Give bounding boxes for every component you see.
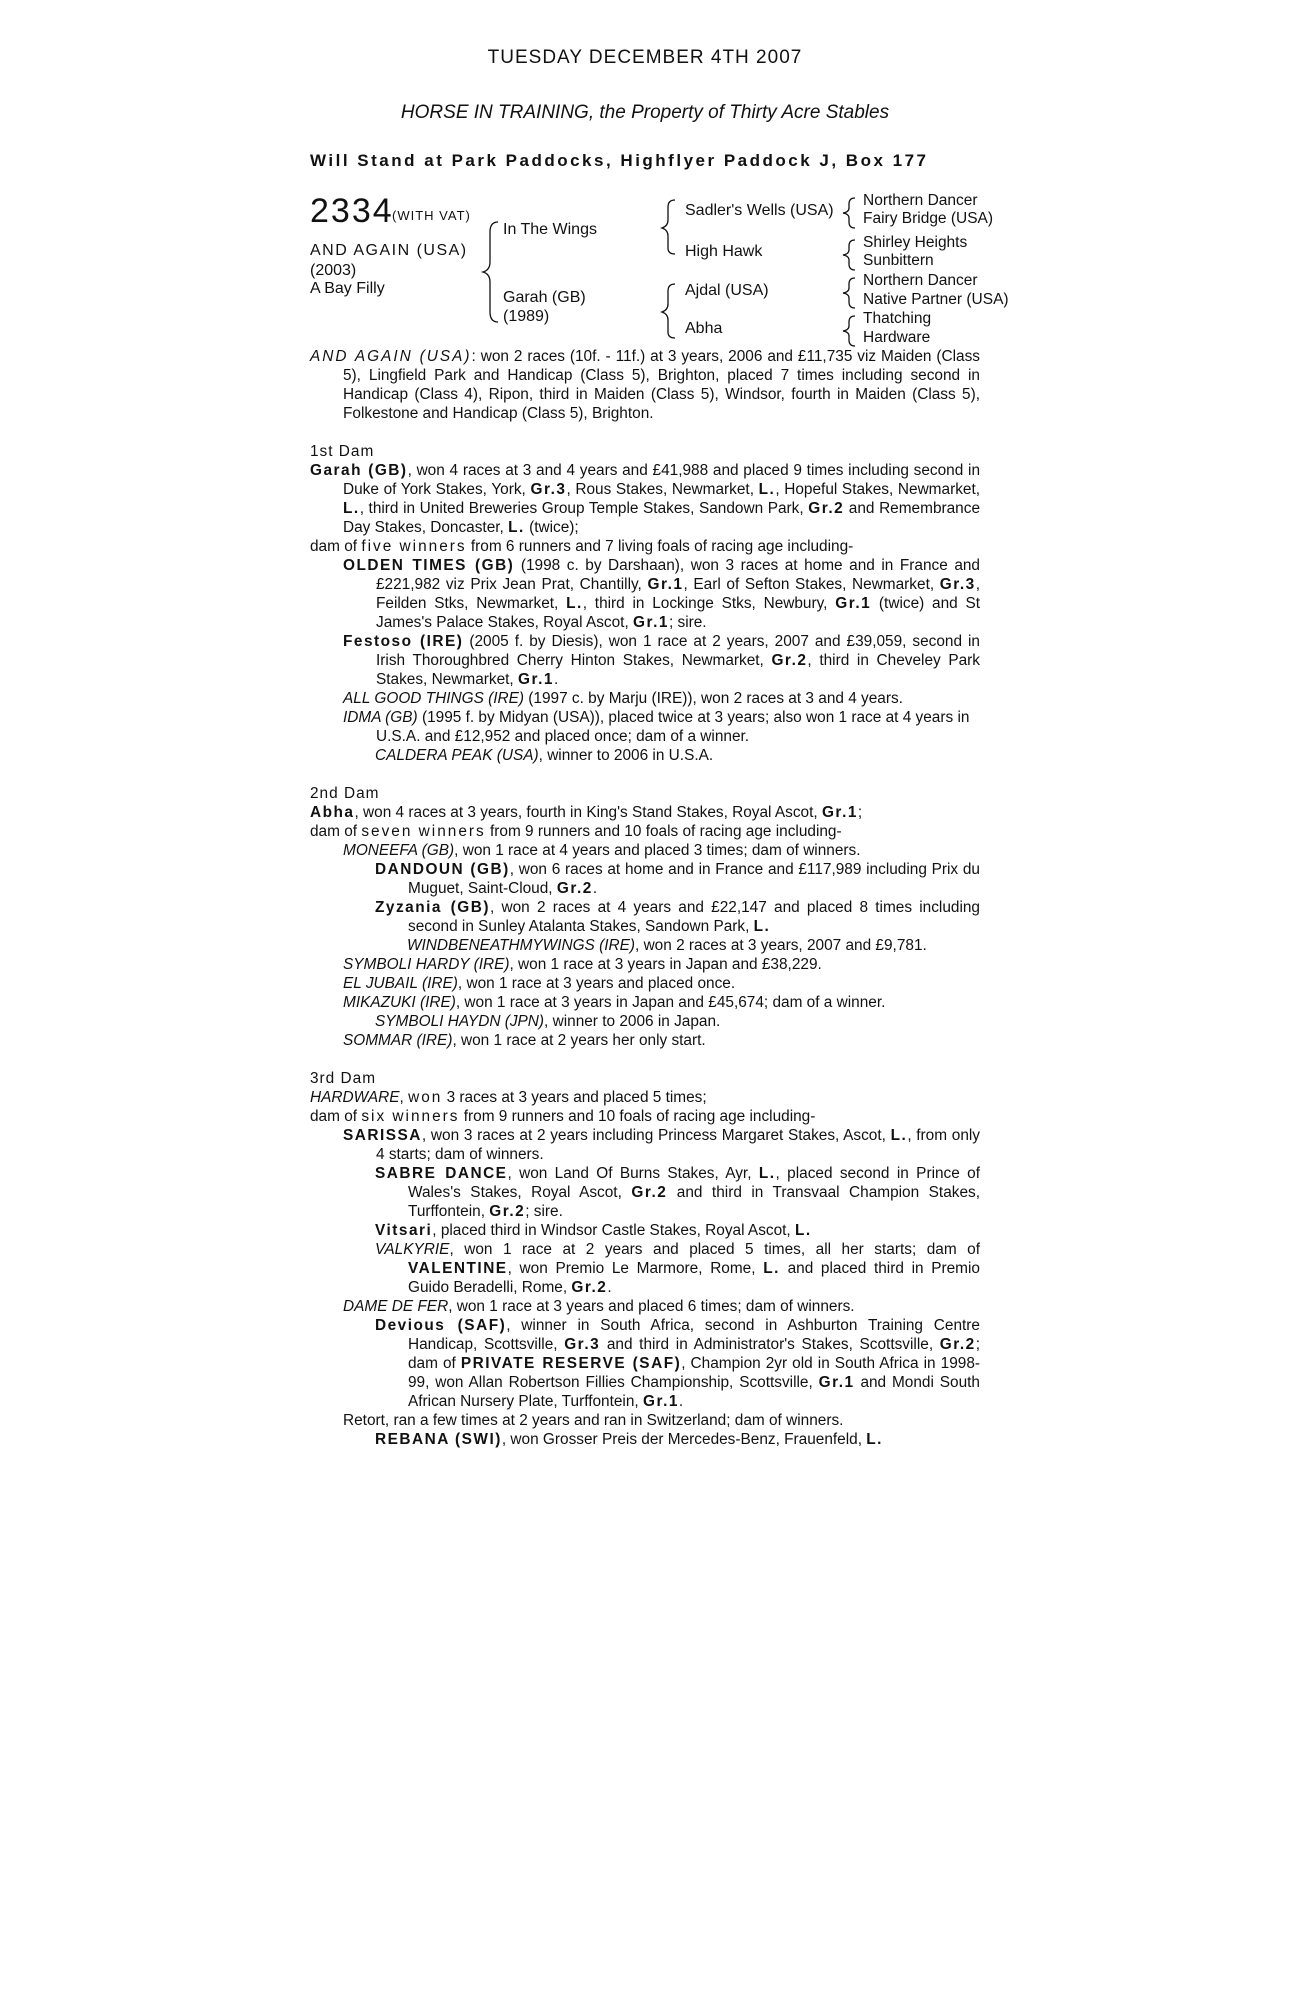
listed-label: L. [794,1222,812,1239]
listed-label: L. [763,1260,780,1277]
grade-label: Gr.2 [631,1184,668,1201]
produce-text: , won 1 race at 2 years her only start. [452,1032,706,1049]
produce-text: , won 1 race at 3 years in Japan and £38,229. [509,956,822,973]
first-dam-text: , Rous Stakes, Newmarket, [566,481,759,498]
grade-label: Gr.2 [939,1336,976,1353]
listed-label: L. [758,1165,776,1182]
produce-text: (2005 f. by Diesis), won 1 race at 2 years, 2007 and £39,059, second in Irish Thoroughbred Cherry Hinton Stakes, Newmarket, [376,633,980,669]
produce-text: , placed third in Windsor Castle Stakes, Royal Ascot, [432,1222,795,1239]
produce-idma [310,708,980,746]
grade-label: Gr.2 [808,500,845,517]
produce-text: , third in Cheveley Park Stakes, Newmarket, [376,652,980,688]
first-dam-text: , Hopeful Stakes, Newmarket, [775,481,980,498]
race-record-text: : won 2 races (10f. - 11f.) at 3 years, 2006 and £11,735 viz Maiden (Class 5), Lingfield Park and Handicap (Class 5), Brighton, placed 7 times including second in Handicap (Class 4), Ripon, third in Maiden (Class 5), Windsor, fourth in Maiden (Class 5), Folkestone and Handicap (Class 5), Brighton. [343,348,981,422]
produce-name: MONEEFA (GB) [343,842,455,859]
produce-text: . [678,1393,684,1410]
produce-name: SOMMAR (IRE) [343,1032,453,1049]
listed-label: L. [753,918,771,935]
summary-text: from 9 runners and 10 foals of racing age including- [485,823,842,840]
second-dam-text: , won 4 races at 3 years, fourth in King's Stand Stakes, Royal Ascot, [354,804,822,821]
listed-label: L. [343,500,360,517]
grade-label: Gr.3 [564,1336,601,1353]
grade-label: Gr.1 [633,614,669,631]
produce-text: ; sire. [525,1203,563,1220]
produce-name: DANDOUN (GB) [375,861,510,878]
third-dam-name: HARDWARE [310,1089,400,1106]
produce-text: , won 1 race at 3 years and placed once. [457,975,736,992]
grade-label: Gr.2 [571,1279,608,1296]
produce-text: (1998 c. by Darshaan), won 3 races at home and in France and £221,982 viz Prix Jean Prat, Chantilly, [376,557,980,593]
produce-text: , winner to 2006 in Japan. [544,1013,721,1030]
pedigree-dam-year: (1989) [503,308,550,325]
second-dam-entry [310,803,980,822]
grade-label: Gr.2 [489,1203,526,1220]
produce-name: ALL GOOD THINGS (IRE) [343,690,525,707]
produce-vitsari [310,1221,980,1240]
consignor-line: HORSE IN TRAINING, the Property of Thirty Acre Stables [400,102,890,123]
produce-name: EL JUBAIL (IRE) [343,975,458,992]
pedigree-g4: Sunbittern [863,252,934,269]
produce-text: , Champion 2yr old in South Africa in 1998-99, won Allan Robertson Fillies Championship, Scottsville, [408,1355,981,1391]
second-dam-heading: 2nd Dam [310,785,380,802]
summary-text: dam of [310,538,362,555]
produce-record [310,347,980,1449]
produce-sabre-dance [310,1164,980,1221]
produce-text: , winner in South Africa, second in Ashburton Training Centre Handicap, Scottsville, [408,1317,980,1353]
produce-text: (twice) and St James's Palace Stakes, Royal Ascot, [376,595,980,631]
summary-text: from 6 runners and 7 living foals of racing age including- [466,538,854,555]
grade-label: Gr.3 [939,576,976,593]
produce-name: PRIVATE RESERVE (SAF) [460,1355,682,1372]
produce-symboli-haydn [310,1012,980,1031]
pedigree-braces [0,0,1290,350]
produce-text: , won 1 race at 2 years and placed 5 times, all her starts; dam of [449,1241,980,1258]
produce-text: , from only 4 starts; dam of winners. [376,1127,980,1163]
produce-name: OLDEN TIMES (GB) [343,557,515,574]
pedigree-g8: Hardware [863,329,931,346]
summary-text: from 9 runners and 10 foals of racing age including- [459,1108,816,1125]
produce-zyzania [310,898,980,936]
second-dam-text: ; [857,804,863,821]
pedigree-g6: Native Partner (USA) [863,291,1009,308]
listed-label: L. [566,595,583,612]
lot-number: 2334 [310,192,394,230]
first-dam-name: Garah (GB) [310,462,408,479]
produce-name: DAME DE FER [343,1298,449,1315]
produce-name: IDMA (GB) [343,709,418,726]
produce-name: Zyzania (GB) [375,899,491,916]
sale-date: TUESDAY DECEMBER 4TH 2007 [487,47,803,68]
produce-rebana [310,1430,980,1449]
produce-mikazuki [310,993,980,1012]
third-dam-heading: 3rd Dam [310,1070,377,1087]
produce-text: . [553,671,559,688]
first-dam-heading: 1st Dam [310,443,375,460]
first-dam-produce-summary [310,537,980,556]
produce-text: ; sire. [668,614,707,631]
produce-text: , Feilden Stks, Newmarket, [376,576,981,612]
produce-caldera-peak [310,746,980,765]
produce-name: Festoso (IRE) [343,633,464,650]
produce-name: MIKAZUKI (IRE) [343,994,456,1011]
pedigree-dam-dam: Abha [685,320,723,337]
produce-all-good-things [310,689,980,708]
grade-label: Gr.1 [517,671,554,688]
pedigree-g3: Shirley Heights [863,234,968,251]
grade-label: Gr.1 [821,804,858,821]
pedigree-g2: Fairy Bridge (USA) [863,210,994,227]
grade-label: Gr.1 [642,1393,679,1410]
produce-text: (1997 c. by Marju (IRE)), won 2 races at 3 and 4 years. [524,690,903,707]
produce-festoso [310,632,980,689]
horse-description: A Bay Filly [310,280,385,297]
listed-label: L. [890,1127,908,1144]
stabling-line: Will Stand at Park Paddocks, Highflyer Paddock J, Box 177 [310,151,929,170]
produce-text: , won 1 race at 4 years and placed 3 times; dam of winners. [454,842,861,859]
summary-text: dam of [310,823,362,840]
listed-label: L. [508,519,525,536]
produce-windbeneathmywings [310,936,980,955]
produce-name: VALKYRIE [375,1241,450,1258]
produce-sommar [310,1031,980,1050]
produce-text: , won 6 races at home and in France and £117,989 including Prix du Muguet, Saint-Cloud, [408,861,980,897]
winners-count: six winners [361,1108,460,1125]
produce-olden-times [310,556,980,632]
first-dam-text: (twice); [524,519,579,536]
first-dam-text: , won 4 races at 3 and 4 years and £41,988 and placed 9 times including second in Duke of York Stakes, York, [343,462,981,498]
summary-text: dam of [310,1108,362,1125]
race-record-name: AND AGAIN (USA) [310,348,472,365]
produce-name: SARISSA [343,1127,422,1144]
produce-text: , third in Lockinge Stks, Newbury, [582,595,836,612]
pedigree-g5: Northern Dancer [863,272,978,289]
produce-name: Devious (SAF) [375,1317,507,1334]
produce-name: SYMBOLI HAYDN (JPN) [375,1013,545,1030]
grade-label: Gr.2 [771,652,808,669]
produce-text: , Earl of Sefton Stakes, Newmarket, [683,576,940,593]
produce-name: REBANA (SWI) [375,1431,502,1448]
produce-text: (1995 f. by Midyan (USA)), placed twice at 3 years; also won 1 race at 4 years in U.S.A. and £12,952 and placed once; dam of a winner. [376,709,970,745]
pedigree-g7: Thatching [863,310,932,327]
grade-label: Gr.2 [556,880,593,897]
third-dam-text: 3 races at 3 years and placed 5 times; [442,1089,707,1106]
produce-retort: Retort, ran a few times at 2 years and ran in Switzerland; dam of winners. [343,1412,844,1429]
produce-symboli-hardy [310,955,980,974]
horse-name: AND AGAIN (USA) [310,242,468,259]
grade-label: Gr.1 [835,595,872,612]
produce-el-jubail [310,974,980,993]
grade-label: Gr.3 [530,481,567,498]
third-dam-text: won [408,1089,443,1106]
listed-label: L. [866,1431,883,1448]
third-dam-produce-summary [310,1107,980,1126]
produce-text: and placed third in Premio Guido Beradelli, Rome, [408,1260,980,1296]
produce-name: SABRE DANCE [375,1165,508,1182]
third-dam-text: , [399,1089,409,1106]
second-dam-name: Abha [310,804,355,821]
produce-devious [310,1316,980,1411]
first-dam-text: and Remembrance Day Stakes, Doncaster, [343,500,980,536]
third-dam-entry [310,1088,980,1107]
produce-dandoun [310,860,980,898]
produce-name: SYMBOLI HARDY (IRE) [343,956,510,973]
produce-moneefa [310,841,980,860]
produce-text: , won 3 races at 2 years including Princess Margaret Stakes, Ascot, [421,1127,891,1144]
second-dam-produce-summary [310,822,980,841]
produce-text: , placed second in Prince of Wales's Stakes, Royal Ascot, [408,1165,980,1201]
pedigree-dam: Garah (GB) [503,289,586,306]
produce-text: , won Grosser Preis der Mercedes-Benz, Frauenfeld, [501,1431,867,1448]
produce-text: , winner to 2006 in U.S.A. [538,747,714,764]
produce-text: , won Land Of Burns Stakes, Ayr, [507,1165,759,1182]
produce-text: , won 1 race at 3 years in Japan and £45,674; dam of a winner. [455,994,886,1011]
race-record [310,347,980,423]
winners-count: five winners [361,538,467,555]
produce-name: VALENTINE [408,1260,508,1277]
first-dam-text: , third in United Breweries Group Temple Stakes, Sandown Park, [359,500,809,517]
produce-name: Vitsari [375,1222,433,1239]
produce-text: . [607,1279,612,1296]
grade-label: Gr.1 [818,1374,855,1391]
pedigree-sire-dam: High Hawk [685,243,763,260]
produce-valkyrie [310,1240,980,1297]
pedigree-g1: Northern Dancer [863,192,978,209]
produce-text: , won 1 race at 3 years and placed 6 times; dam of winners. [448,1298,855,1315]
pedigree-dam-sire: Ajdal (USA) [685,282,769,299]
horse-year: (2003) [310,262,357,279]
produce-text: . [592,880,598,897]
pedigree-sire-sire: Sadler's Wells (USA) [685,202,834,219]
produce-dame-de-fer [310,1297,980,1316]
grade-label: Gr.1 [647,576,684,593]
pedigree-sire: In The Wings [503,221,597,238]
produce-text: and Mondi South African Nursery Plate, Turffontein, [408,1374,980,1410]
first-dam-entry [310,461,980,537]
produce-text: , won Premio Le Marmore, Rome, [507,1260,764,1277]
produce-text: , won 2 races at 4 years and £22,147 and placed 8 times including second in Sunley Atalanta Stakes, Sandown Park, [408,899,980,935]
produce-text: and third in Administrator's Stakes, Scottsville, [600,1336,940,1353]
produce-text: ; dam of [408,1336,980,1372]
produce-text: and third in Transvaal Champion Stakes, Turffontein, [408,1184,980,1220]
produce-sarissa [310,1126,980,1164]
produce-name: CALDERA PEAK (USA) [375,747,539,764]
produce-name: WINDBENEATHMYWINGS (IRE) [407,937,636,954]
winners-count: seven winners [361,823,486,840]
produce-text: , won 2 races at 3 years, 2007 and £9,781. [635,937,927,954]
vat-note: (WITH VAT) [392,208,471,223]
listed-label: L. [758,481,776,498]
